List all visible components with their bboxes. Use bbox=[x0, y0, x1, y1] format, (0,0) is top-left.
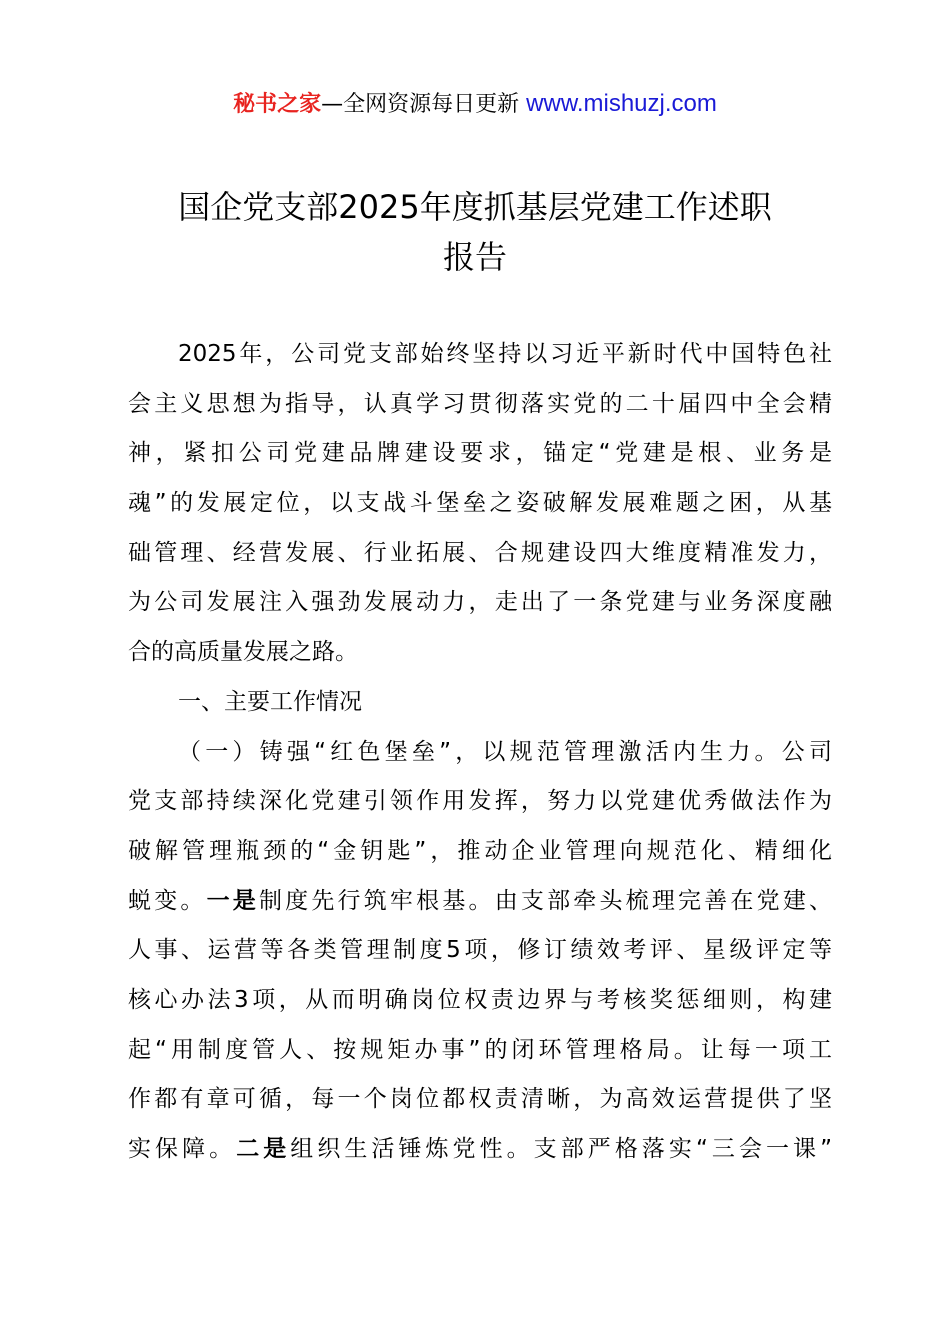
text-line bbox=[128, 1125, 832, 1175]
bold-text: 二是 bbox=[236, 1136, 291, 1162]
text-segment: 组织生活锤炼党性。支部严格落实“三会一课” bbox=[290, 1136, 833, 1162]
document-title bbox=[0, 182, 950, 282]
text-segment: 神，紧扣公司党建品牌建设要求，锚定“党建是根、业务是 bbox=[128, 440, 832, 467]
text-segment: 会主义思想为指导，认真学习贯彻落实党的二十届四中全会精 bbox=[128, 390, 832, 417]
text-segment: 一、主要工作情况 bbox=[178, 688, 362, 715]
text-segment: 破解管理瓶颈的“金钥匙”，推动企业管理向规范化、精细化 bbox=[128, 837, 832, 864]
text-segment: 党支部持续深化党建引领作用发挥，努力以党建优秀做法作为 bbox=[128, 788, 832, 815]
title-line-2: 报告 bbox=[442, 238, 507, 276]
text-line bbox=[128, 1026, 832, 1076]
text-line bbox=[128, 529, 832, 579]
text-line bbox=[128, 827, 832, 877]
text-line bbox=[128, 330, 832, 380]
text-line bbox=[128, 1075, 832, 1125]
text-segment: 核心办法3项，从而明确岗位权责边界与考核奖惩细则，构建 bbox=[128, 986, 832, 1013]
text-line bbox=[128, 479, 832, 529]
text-segment: 蜕变。 bbox=[128, 887, 207, 914]
banner-tagline: —全网资源每日更新 bbox=[321, 92, 527, 117]
text-segment: 础管理、经营发展、行业拓展、合规建设四大维度精准发力， bbox=[128, 539, 832, 566]
site-banner bbox=[0, 88, 950, 121]
text-line bbox=[128, 578, 832, 628]
text-line bbox=[128, 628, 832, 678]
text-segment: 合的高质量发展之路。 bbox=[128, 639, 358, 666]
brand-name: 秘书之家 bbox=[233, 92, 322, 117]
text-line bbox=[128, 728, 832, 778]
text-line bbox=[128, 877, 832, 927]
text-segment: 人事、运营等各类管理制度5项，修订绩效考评、星级评定等 bbox=[128, 937, 832, 964]
text-segment: 起“用制度管人、按规矩办事”的闭环管理格局。让每一项工 bbox=[128, 1036, 832, 1063]
text-line bbox=[128, 678, 832, 728]
text-segment: 2025年，公司党支部始终坚持以习近平新时代中国特色社 bbox=[178, 341, 832, 367]
text-line bbox=[128, 926, 832, 976]
text-segment: （一）铸强“红色堡垒”，以规范管理激活内生力。公司 bbox=[178, 738, 832, 765]
text-line bbox=[128, 429, 832, 479]
text-segment: 魂”的发展定位，以支战斗堡垒之姿破解发展难题之困，从基 bbox=[128, 490, 832, 517]
text-segment: 实保障。 bbox=[128, 1136, 237, 1162]
text-line bbox=[128, 976, 832, 1026]
text-line bbox=[128, 380, 832, 430]
bold-text: 一是 bbox=[206, 887, 259, 914]
site-url-link[interactable]: www.mishuzj.com bbox=[526, 90, 717, 117]
text-line bbox=[128, 777, 832, 827]
text-segment: 为公司发展注入强劲发展动力，走出了一条党建与业务深度融 bbox=[128, 589, 832, 616]
document-body bbox=[128, 330, 832, 1175]
title-line-1: 国企党支部2025年度抓基层党建工作述职 bbox=[178, 188, 772, 226]
text-segment: 作都有章可循，每一个岗位都权责清晰，为高效运营提供了坚 bbox=[128, 1086, 832, 1113]
text-segment: 制度先行筑牢根基。由支部牵头梳理完善在党建、 bbox=[258, 887, 833, 914]
